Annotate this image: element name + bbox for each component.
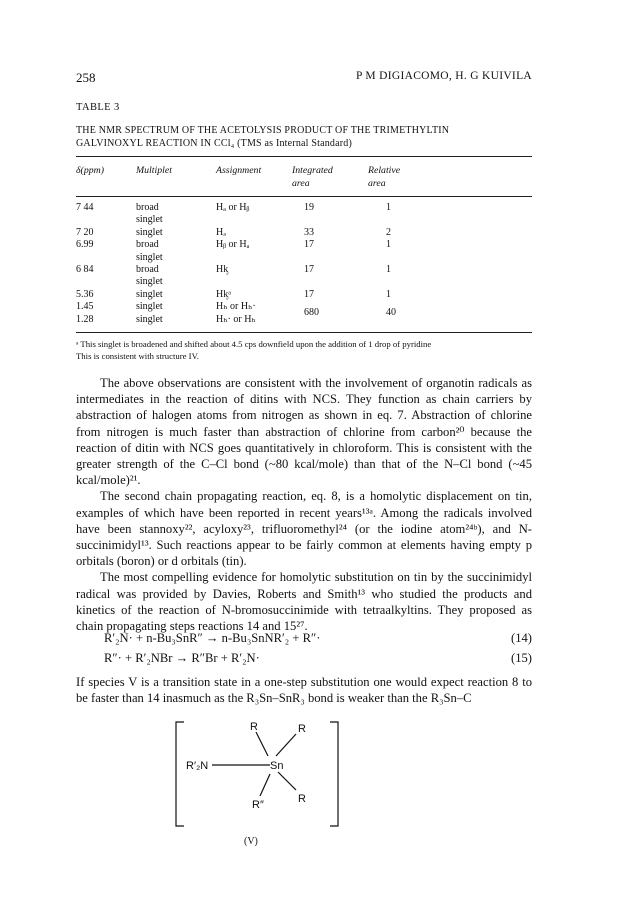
atom-sn: Sn — [270, 760, 284, 772]
atom-r-top-right: R — [298, 723, 306, 735]
header-multiplet: Multiplet — [136, 165, 172, 176]
atom-r-bottom-left: R″ — [252, 799, 264, 811]
equation-15 — [76, 651, 532, 668]
page-number: 258 — [76, 70, 96, 85]
header-relative-area: Relative area — [368, 165, 401, 189]
paragraph-1: The above observations are consistent with the involvement of organotin radicals as intermediates in the reaction of ditins with NCS. They function as chain carriers by abstraction of halogen atoms from nitrogen as shown in eq. 7. Abstraction of chlorine from nitrogen is much faster than abstraction of chlorine from carbon²⁰ because the reaction of ditin with NCS goes quantitatively in chloroform. This is consistent with the greater strength of the C–Cl bond (~80 kcal/mole) than that of the N–Cl bond (~45 kcal/mole)²¹. — [76, 376, 532, 488]
footnote-line-2: This is consistent with structure IV. — [76, 350, 199, 361]
cell-relative-area: 1 — [386, 239, 391, 251]
equation-15-number: (15) — [511, 651, 532, 665]
bond-sn-r-top-left — [256, 732, 268, 756]
footnote-line-1: ᵃ This singlet is broadened and shifted about 4.5 cps downfield upon the addition of 1 drop of pyridine — [76, 339, 432, 349]
structure-label: (V) — [244, 836, 258, 847]
cell-multiplet: singlet — [136, 301, 163, 313]
table-header-rule — [76, 196, 532, 197]
cell-multiplet: singlet — [136, 226, 163, 238]
equation-14 — [76, 631, 532, 648]
right-bracket — [330, 722, 338, 826]
table-bottom-rule — [76, 332, 532, 333]
cell-relative-area: 40 — [386, 307, 396, 319]
bond-sn-r-top-right — [276, 734, 296, 756]
header-ppm: δ(ppm) — [76, 165, 104, 176]
cell-ppm: 7 20 — [76, 226, 94, 238]
body-text — [76, 375, 532, 634]
cell-multiplet: singlet — [136, 214, 163, 226]
equation-14-number: (14) — [511, 631, 532, 645]
cell-relative-area: 1 — [386, 264, 391, 275]
cell-multiplet: singlet — [136, 251, 163, 263]
cell-integrated-area: 17 — [304, 264, 314, 275]
header-assignment: Assignment — [216, 165, 262, 176]
table-caption-line-1: THE NMR SPECTRUM OF THE ACETOLYSIS PRODUCT OF THE TRIMETHYLTIN — [76, 125, 450, 136]
equation-15-expression: R″· + R′₂NBr → R″Br + R′₂N· — [104, 651, 260, 665]
cell-integrated-area: 17 — [304, 239, 314, 251]
cell-assignment: Hₔ — [216, 226, 226, 238]
cell-assignment: Hᶄᵃ — [216, 288, 231, 300]
cell-relative-area: 1 — [386, 202, 391, 213]
cell-assignment: Hₕ· or Hₕ — [216, 313, 256, 325]
cell-relative-area: 1 — [386, 288, 391, 300]
table-label: TABLE 3 — [76, 102, 120, 113]
atom-amide: R′₂N — [186, 760, 209, 772]
atom-r-top-left: R — [250, 721, 258, 733]
cell-multiplet: broad — [136, 239, 159, 251]
cell-integrated-area: 33 — [304, 226, 314, 238]
cell-multiplet: broad — [136, 202, 159, 213]
table-top-rule — [76, 156, 532, 157]
closing-paragraph-block — [76, 674, 532, 706]
paragraph-2: The second chain propagating reaction, eq. 8, is a homolytic displacement on tin, examples of which have been reported in recent years¹³ᵃ. Among the radicals involved have been stannoxy²², acyloxy²³, trifluoromethyl²⁴ (or the iodine atom²⁴ᵇ), and N-succinimidyl¹³. Such reactions appear to be fairly common at elements having empty p orbitals (boron) or d orbitals (tin). — [76, 489, 532, 569]
cell-assignment: Hₕ or Hₕ· — [216, 301, 256, 313]
cell-ppm: 7 44 — [76, 202, 94, 213]
cell-ppm: 6 84 — [76, 264, 94, 275]
cell-multiplet: singlet — [136, 313, 163, 325]
cell-ppm: 1.28 — [76, 313, 94, 325]
cell-multiplet: singlet — [136, 288, 163, 300]
table-footnote — [76, 339, 532, 362]
cell-integrated-area: 17 — [304, 288, 314, 300]
header-integrated-area: Integrated area — [292, 165, 333, 189]
running-head: P M DIGIACOMO, H. G KUIVILA — [355, 70, 532, 82]
bond-sn-r-bottom-left — [260, 774, 270, 796]
cell-ppm: 5.36 — [76, 288, 94, 300]
cell-integrated-area: 19 — [304, 202, 314, 213]
cell-ppm: 6.99 — [76, 239, 94, 251]
cell-assignment: Hᶄ — [216, 264, 229, 275]
cell-assignment: Hₐ or Hᵦ — [216, 202, 250, 213]
cell-relative-area: 2 — [386, 226, 391, 238]
cell-integrated-area: 680 — [304, 307, 319, 319]
cell-assignment: Hᵦ or Hₐ — [216, 239, 250, 251]
cell-multiplet: broad — [136, 264, 159, 275]
structure-v-diagram — [172, 718, 342, 848]
paragraph-3: The most compelling evidence for homolytic substitution on tin by the succinimidyl radical was provided by Davies, Roberts and Smith¹³ who studied the products and kinetics of the reaction of N-bromosuccinimide with tetraalkyltins. They proposed as chain propagating steps reactions 14 and 15²⁷. — [76, 570, 532, 634]
bond-sn-r-bottom-right — [278, 772, 296, 790]
closing-paragraph: If species V is a transition state in a one-step substitution one would expect reaction 8 to be faster than 14 inasmuch as the R₃Sn–SnR₃ bond is weaker than the R₃Sn–C — [76, 675, 532, 706]
equation-14-expression: R′₂N· + n-Bu₃SnR″ → n-Bu₃SnNR′₂ + R″· — [104, 631, 321, 645]
table-caption-line-2: GALVINOXYL REACTION IN CCl₄ (TMS as Internal Standard) — [76, 138, 353, 149]
cell-multiplet: singlet — [136, 276, 163, 288]
atom-r-bottom-right: R — [298, 793, 306, 805]
left-bracket — [176, 722, 184, 826]
cell-ppm: 1.45 — [76, 301, 94, 313]
table-caption — [76, 124, 532, 150]
